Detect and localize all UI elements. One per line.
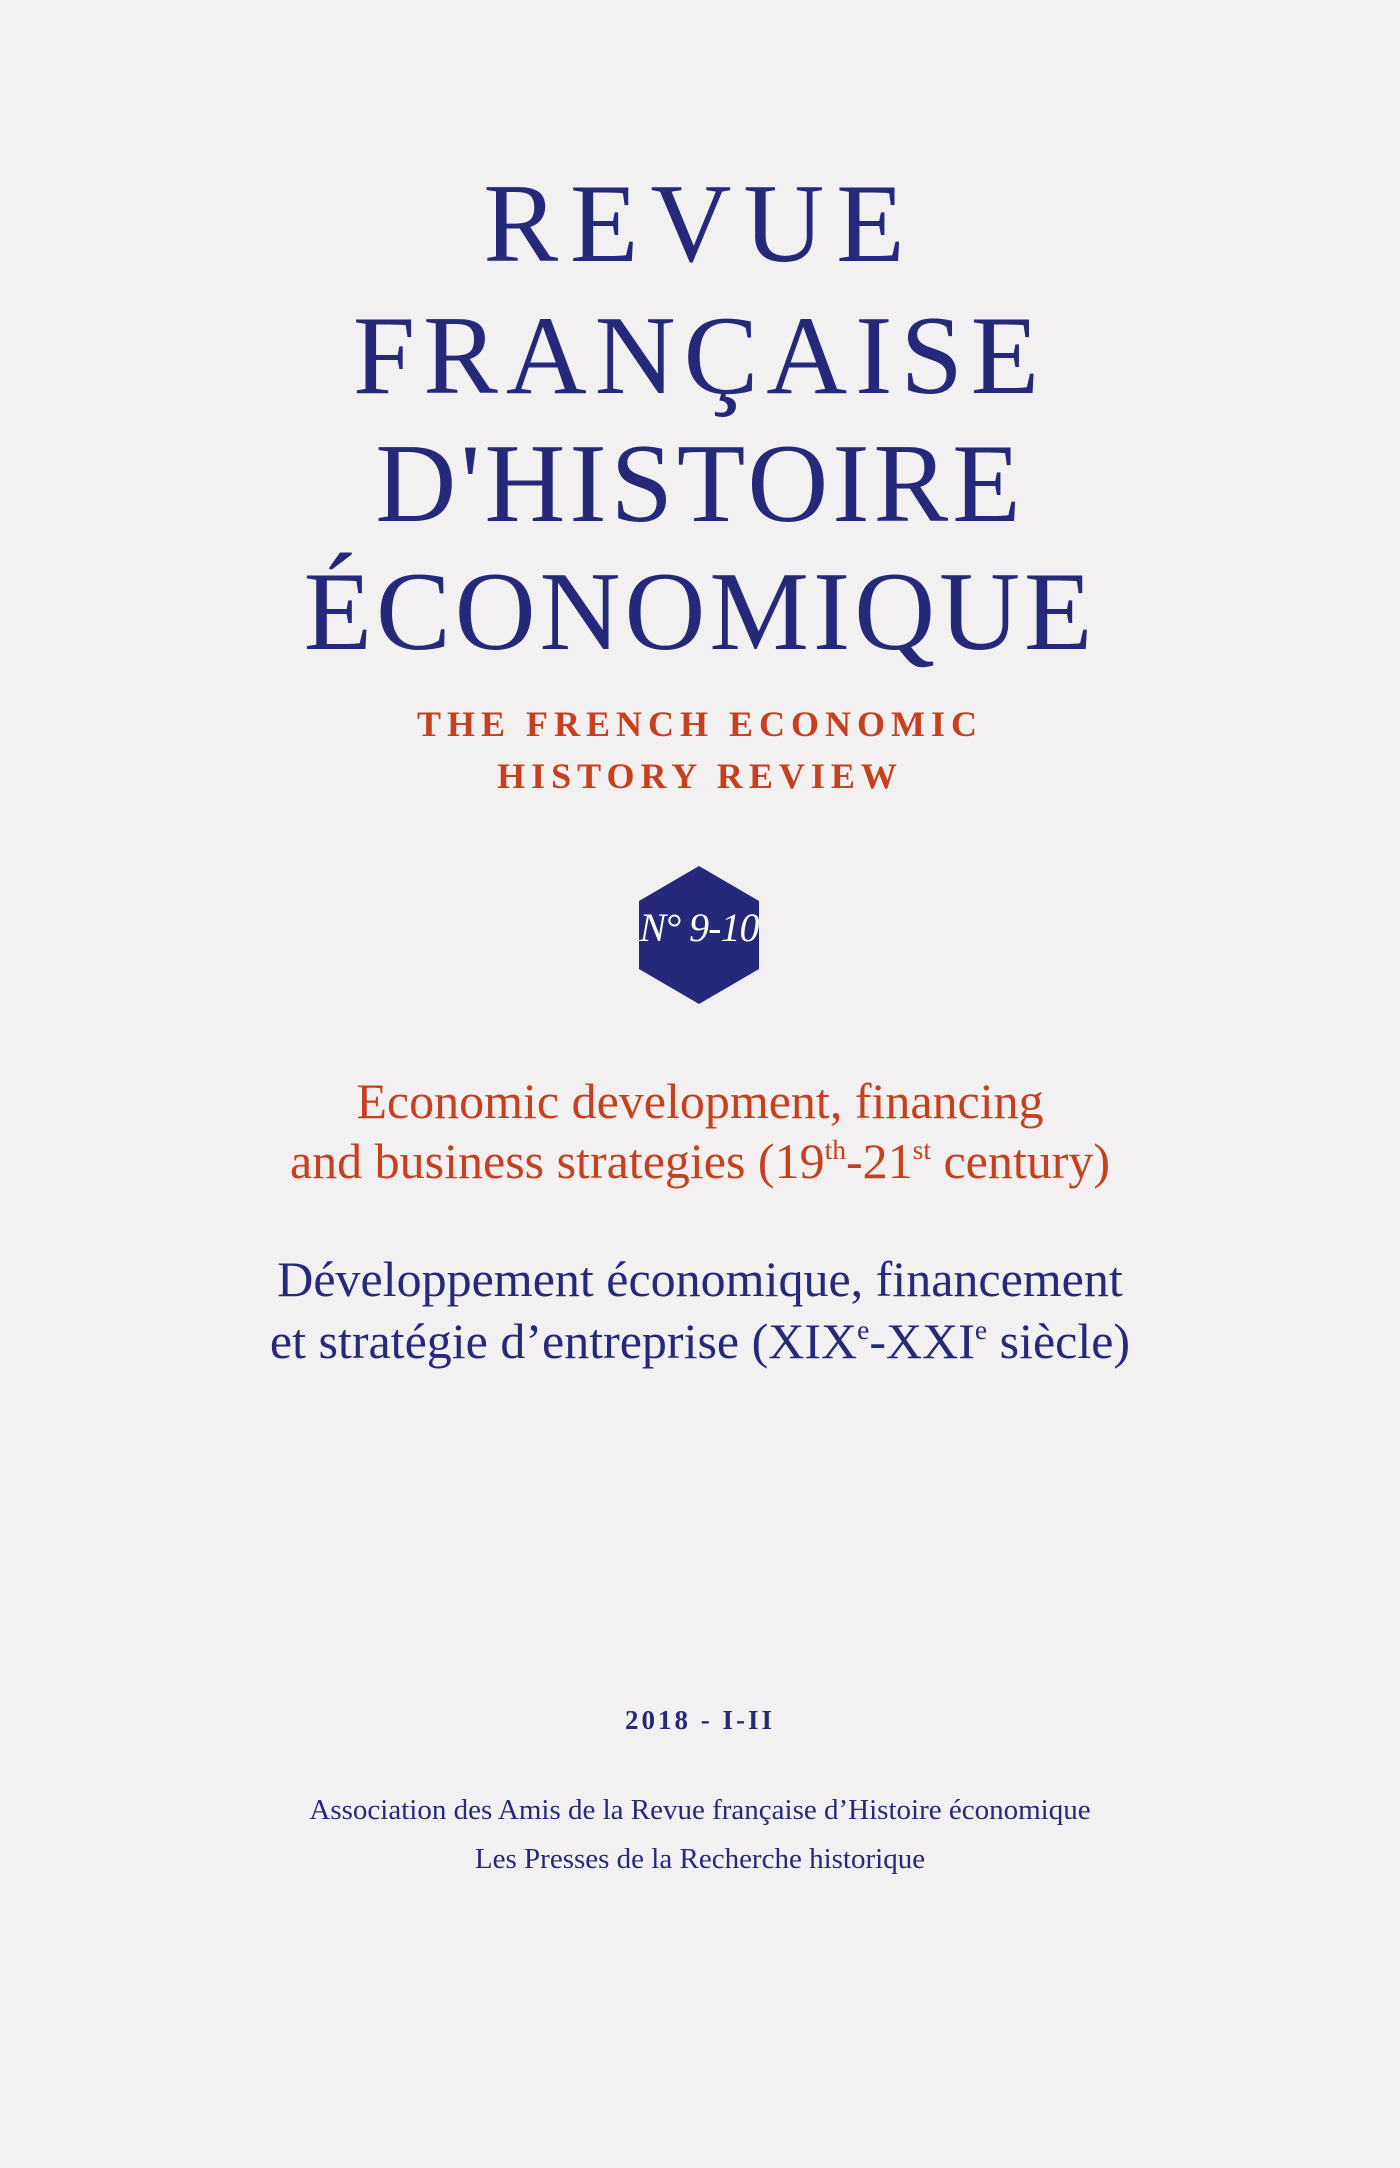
french-theme-sup-e-1: e (857, 1313, 870, 1345)
issue-year: 2018 - I-II (624, 1705, 775, 1735)
english-theme-sup-st: st (912, 1133, 931, 1165)
english-theme-line-2-start: and business strategies (19 (289, 1133, 825, 1189)
english-theme-line-2 (0, 1133, 1400, 1189)
french-theme-line-2-end: siècle) (987, 1313, 1131, 1369)
publisher-line-2: Les Presses de la Recherche historique (474, 1843, 926, 1875)
french-theme-line-2-mid: -XXI (869, 1313, 975, 1369)
issue-number-label: N° 9-10 (639, 905, 759, 950)
french-theme-sup-e-2: e (974, 1313, 988, 1345)
english-theme-line-1: Economic development, financing (356, 1073, 1044, 1129)
issue-number-badge (637, 864, 761, 1006)
english-title-line-2: HISTORY REVIEW (497, 756, 903, 796)
english-theme-sup-th: th (824, 1133, 846, 1165)
publisher-line-1: Association des Amis de la Revue française d’Histoire économique (309, 1794, 1091, 1826)
english-title-line-1: THE FRENCH ECONOMIC (416, 704, 984, 744)
french-theme-line-2 (0, 1313, 1400, 1369)
french-theme-line-1: Développement économique, financement (277, 1251, 1123, 1307)
title-line-economique: ÉCONOMIQUE (303, 550, 1097, 674)
title-line-revue: REVUE (483, 162, 917, 286)
french-theme-line-2-start: et stratégie d’entreprise (XIX (269, 1313, 858, 1369)
english-theme-line-2-end: century) (930, 1133, 1111, 1189)
english-theme-line-2-mid: -21 (845, 1133, 913, 1189)
title-line-dhistoire: D'HISTOIRE (375, 422, 1025, 546)
title-line-francaise: FRANÇAISE (352, 294, 1048, 418)
